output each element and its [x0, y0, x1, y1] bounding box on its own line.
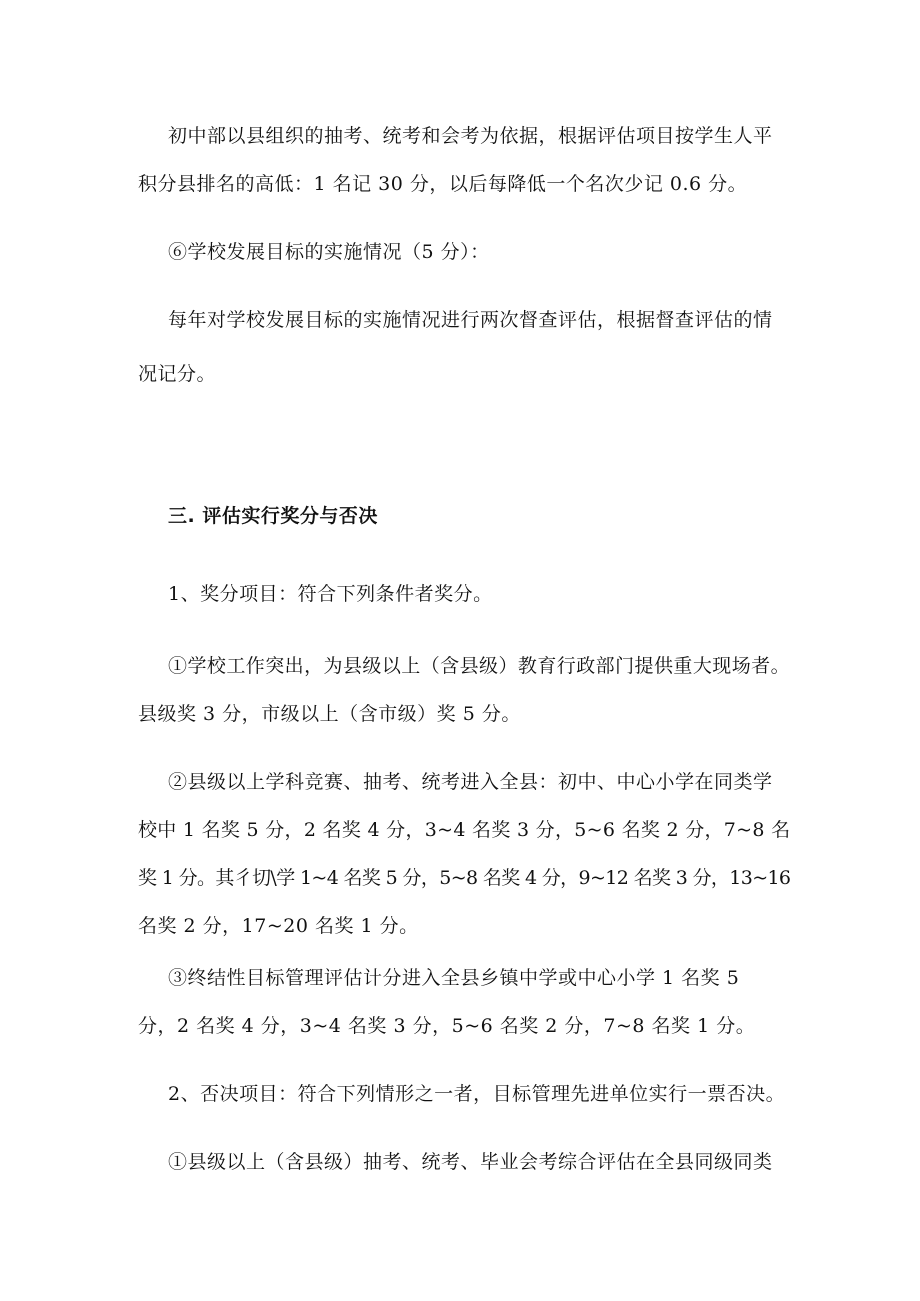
paragraph-6-line-3: 奖 1 分。其彳切\学 1~4 名奖 5 分，5~8 名奖 4 分，9~12 名奖 3 分，13~16 [138, 867, 791, 889]
paragraph-6-line-4: 名奖 2 分，17~20 名奖 1 分。 [138, 915, 419, 937]
paragraph-1-line-2: 积分县排名的高低：1 名记 30 分，以后每降低一个名次少记 0.6 分。 [138, 173, 748, 195]
paragraph-7-line-2: 分，2 名奖 4 分，3~4 名奖 3 分，5~6 名奖 2 分，7~8 名奖 1 分。 [138, 1015, 756, 1037]
section-heading-3: 三. 评估实行奖分与否决 [168, 505, 378, 527]
paragraph-8-line-1: 2、否决项目：符合下列情形之一者，目标管理先进单位实行一票否决。 [168, 1083, 786, 1105]
paragraph-4-line-1: 1、奖分项目：符合下列条件者奖分。 [168, 583, 493, 605]
paragraph-6-line-1: ②县级以上学科竞赛、抽考、统考进入全县：初中、中心小学在同类学 [168, 771, 773, 793]
paragraph-3-line-2: 况记分。 [138, 363, 217, 385]
paragraph-1-line-1: 初中部以县组织的抽考、统考和会考为依据，根据评估项目按学生人平 [168, 125, 773, 147]
paragraph-2-line-1: ⑥学校发展目标的实施情况（5 分）： [168, 241, 490, 263]
paragraph-5-line-1: ①学校工作突出，为县级以上（含县级）教育行政部门提供重大现场者。 [168, 655, 791, 677]
paragraph-3-line-1: 每年对学校发展目标的实施情况进行两次督查评估，根据督查评估的情 [168, 309, 773, 331]
paragraph-6-line-2: 校中 1 名奖 5 分，2 名奖 4 分，3~4 名奖 3 分，5~6 名奖 2 分，7~8 名 [138, 819, 791, 841]
paragraph-5-line-2: 县级奖 3 分，市级以上（含市级）奖 5 分。 [138, 703, 521, 725]
paragraph-7-line-1: ③终结性目标管理评估计分进入全县乡镇中学或中心小学 1 名奖 5 [168, 967, 740, 989]
paragraph-9-line-1: ①县级以上（含县级）抽考、统考、毕业会考综合评估在全县同级同类 [168, 1151, 773, 1173]
